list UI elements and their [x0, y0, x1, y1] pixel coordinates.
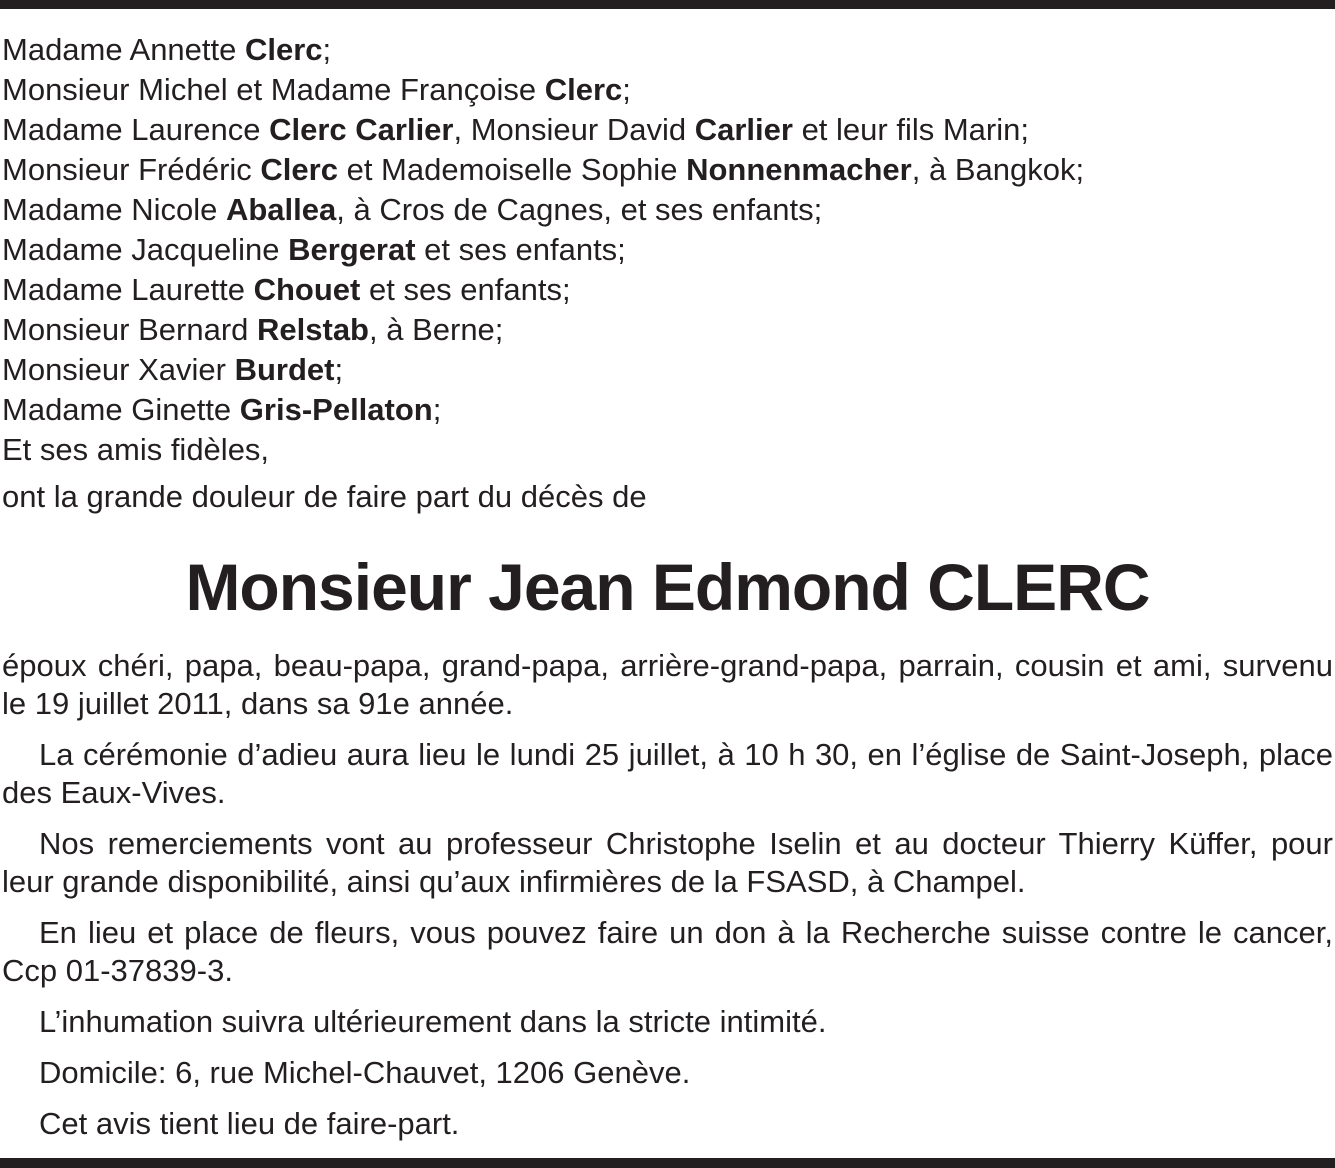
- mourner-line: [2, 110, 1333, 150]
- deceased-name: Monsieur Jean Edmond CLERC: [185, 550, 1150, 624]
- announcement-intro: ont la grande douleur de faire part du décès de: [2, 479, 647, 514]
- mourner-line: [2, 390, 1333, 430]
- mourner-text: et ses enfants;: [360, 272, 571, 307]
- address-paragraph: Domicile: 6, rue Michel-Chauvet, 1206 Genève.: [39, 1055, 691, 1090]
- mourner-text: Et ses amis fidèles,: [2, 432, 270, 467]
- mourner-text: ;: [334, 352, 344, 387]
- mourner-surname: Relstab: [257, 312, 369, 347]
- mourner-text: ;: [432, 392, 442, 427]
- mourner-line: [2, 30, 1333, 70]
- mourner-surname: Clerc: [245, 32, 323, 67]
- mourner-text: Madame Nicole: [2, 192, 226, 227]
- closing-paragraph: Cet avis tient lieu de faire-part.: [39, 1106, 460, 1141]
- mourner-line: [2, 430, 1333, 470]
- mourner-line: [2, 350, 1333, 390]
- mourner-text: ;: [622, 72, 631, 107]
- mourner-surname: Bergerat: [288, 232, 416, 267]
- mourner-text: Madame Annette: [2, 32, 245, 67]
- mourner-text: , à Cros de Cagnes, et ses enfants;: [336, 192, 823, 227]
- mourner-text: , à Berne;: [369, 312, 504, 347]
- burial-paragraph: L’inhumation suivra ultérieurement dans la stricte intimité.: [39, 1004, 827, 1039]
- mourner-text: Monsieur Xavier: [2, 352, 235, 387]
- mourner-line: [2, 150, 1333, 190]
- mourner-surname: Nonnenmacher: [686, 152, 912, 187]
- mourner-text: Madame Laurette: [2, 272, 254, 307]
- mourner-text: , Monsieur David: [453, 112, 695, 147]
- mourner-text: Monsieur Frédéric: [2, 152, 261, 187]
- mourner-line: [2, 270, 1333, 310]
- mourner-text: , à Bangkok;: [911, 152, 1085, 187]
- mourner-line: [2, 190, 1333, 230]
- mourner-surname: Gris-Pellaton: [239, 392, 433, 427]
- mourner-surname: Carlier: [694, 112, 793, 147]
- mourner-text: Monsieur Michel et Madame Françoise: [2, 72, 545, 107]
- mourner-surname: Clerc: [544, 72, 623, 107]
- thanks-paragraph: Nos remerciements vont au professeur Christophe Iselin et au docteur Thierry Küffer, pour leur grande disponibilité, ainsi qu’aux infirmières de la FSASD, à Champel.: [2, 826, 1333, 899]
- mourners-list: [2, 30, 1333, 470]
- mourner-surname: Clerc: [260, 152, 338, 187]
- mourner-line: [2, 310, 1333, 350]
- mourner-text: Madame Ginette: [2, 392, 240, 427]
- notice-body: [2, 647, 1333, 1143]
- mourner-text: et Mademoiselle Sophie: [337, 152, 687, 187]
- top-rule: [0, 0, 1335, 9]
- mourner-text: Monsieur Bernard: [2, 312, 258, 347]
- mourner-line: [2, 70, 1333, 110]
- donation-paragraph: En lieu et place de fleurs, vous pouvez faire un don à la Recherche suisse contre le cancer, Ccp 01-37839-3.: [2, 915, 1333, 988]
- mourner-text: et leur fils Marin;: [792, 112, 1029, 147]
- mourner-text: Madame Laurence: [2, 112, 270, 147]
- mourner-surname: Chouet: [253, 272, 361, 307]
- relationship-paragraph: époux chéri, papa, beau-papa, grand-papa, arrière-grand-papa, parrain, cousin et ami, survenu le 19 juillet 2011, dans sa 91e année.: [2, 648, 1333, 721]
- mourner-surname: Aballea: [225, 192, 337, 227]
- mourner-text: Madame Jacqueline: [2, 232, 289, 267]
- mourner-surname: Clerc Carlier: [269, 112, 454, 147]
- mourner-text: et ses enfants;: [415, 232, 626, 267]
- death-notice: [2, 30, 1333, 1156]
- bottom-rule: [0, 1158, 1335, 1168]
- mourner-surname: Burdet: [234, 352, 335, 387]
- ceremony-paragraph: La cérémonie d’adieu aura lieu le lundi 25 juillet, à 10 h 30, en l’église de Saint-Joseph, place des Eaux-Vives.: [2, 737, 1333, 810]
- mourner-text: ;: [322, 32, 332, 67]
- mourner-line: [2, 230, 1333, 270]
